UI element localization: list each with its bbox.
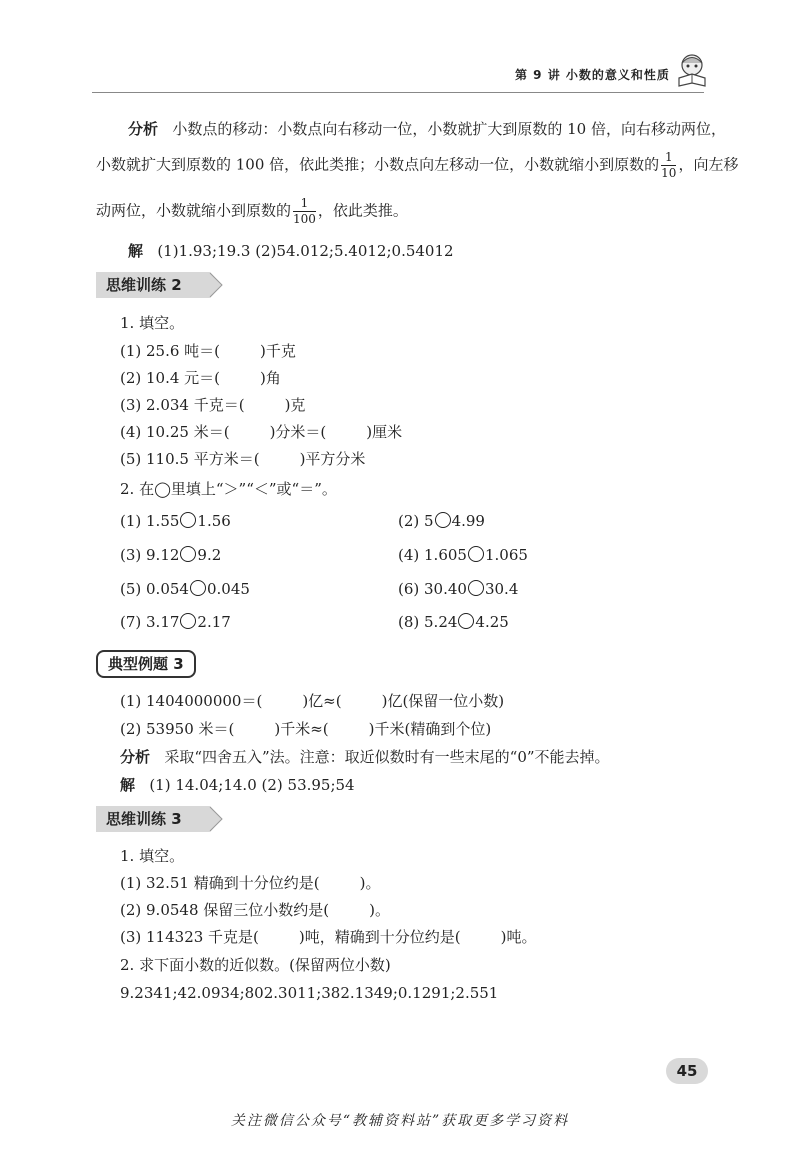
header-divider	[92, 92, 704, 93]
question-title: 2. 在◯里填上“＞”“＜”或“＝”。	[120, 480, 337, 498]
fraction-one-tenth: $\frac{1}{10}$	[661, 150, 677, 180]
compare-item: (1) 1.55 1.56	[120, 512, 231, 530]
solution-label: 解	[128, 242, 144, 260]
solution-text: (1)1.93;19.3 (2)54.012;5.4012;0.54012	[157, 242, 454, 260]
blank-circle	[180, 613, 196, 629]
fill-item: (2) 10.4 元＝( )角	[120, 369, 281, 387]
analysis-line-3	[96, 196, 408, 227]
compare-item: (4) 1.605 1.065	[398, 546, 528, 564]
section-tag-training-3: 思维训练 3	[96, 806, 198, 832]
question-title: 1. 填空。	[120, 314, 185, 332]
cartoon-reader-icon	[676, 52, 708, 88]
compare-item: (3) 9.12 9.2	[120, 546, 222, 564]
analysis-text-2: 小数就扩大到原数的 100 倍，依此类推；小数点向左移动一位，小数就缩小到原数的	[96, 155, 660, 174]
section-tag-example-3: 典型例题 3	[96, 650, 196, 678]
question-title: 2. 求下面小数的近似数。(保留两位小数)	[120, 956, 391, 974]
compare-item: (5) 0.054 0.045	[120, 580, 250, 598]
example-item: (1) 1404000000＝( )亿≈( )亿(保留一位小数)	[120, 692, 505, 710]
blank-circle	[180, 546, 196, 562]
fill-item: (1) 32.51 精确到十分位约是( )。	[120, 874, 381, 892]
fill-item: (1) 25.6 吨＝( )千克	[120, 342, 296, 360]
analysis-text-4: 动两位，小数就缩小到原数的	[96, 201, 292, 220]
analysis-line-2	[96, 150, 738, 181]
chapter-header: 第 9 讲 小数的意义和性质	[515, 68, 670, 82]
fill-item: (3) 114323 千克是( )吨，精确到十分位约是( )吨。	[120, 928, 537, 946]
blank-circle	[190, 580, 206, 596]
tag-arrow-icon	[198, 272, 224, 298]
example-solution: 解 (1) 14.04;14.0 (2) 53.95;54	[120, 776, 355, 794]
analysis-text-5: ，依此类推。	[317, 201, 408, 220]
approx-values: 9.2341;42.0934;802.3011;382.1349;0.1291;2.551	[120, 984, 499, 1002]
compare-item: (7) 3.17 2.17	[120, 613, 231, 631]
compare-item: (8) 5.24 4.25	[398, 613, 509, 631]
question-title: 1. 填空。	[120, 847, 185, 865]
fill-item: (5) 110.5 平方米＝( )平方分米	[120, 450, 366, 468]
footer-note: 关注微信公众号“教辅资料站”获取更多学习资料	[230, 1113, 570, 1129]
fill-item: (3) 2.034 千克＝( )克	[120, 396, 306, 414]
blank-circle	[468, 580, 484, 596]
tag-arrow-icon	[198, 806, 224, 832]
example-analysis: 分析 采取“四舍五入”法。注意：取近似数时有一些末尾的“0”不能去掉。	[120, 748, 610, 766]
compare-item: (6) 30.40 30.4	[398, 580, 519, 598]
example-item: (2) 53950 米＝( )千米≈( )千米(精确到个位)	[120, 720, 492, 738]
fill-item: (2) 9.0548 保留三位小数约是( )。	[120, 901, 390, 919]
blank-circle	[435, 512, 451, 528]
fraction-one-hundredth: $\frac{1}{100}$	[293, 196, 316, 226]
blank-circle	[180, 512, 196, 528]
blank-circle	[458, 613, 474, 629]
compare-item: (2) 5 4.99	[398, 512, 485, 530]
analysis-line-1	[128, 118, 726, 139]
page-number: 45	[666, 1058, 708, 1084]
fill-item: (4) 10.25 米＝( )分米＝( )厘米	[120, 423, 403, 441]
analysis-text-3: ，向左移	[678, 155, 739, 174]
section-tag-training-2: 思维训练 2	[96, 272, 198, 298]
solution-1	[128, 240, 454, 261]
blank-circle	[468, 546, 484, 562]
analysis-text-1: 小数点的移动：小数点向右移动一位，小数就扩大到原数的 10 倍，向右移动两位，	[172, 120, 726, 138]
analysis-label: 分析	[128, 120, 159, 138]
